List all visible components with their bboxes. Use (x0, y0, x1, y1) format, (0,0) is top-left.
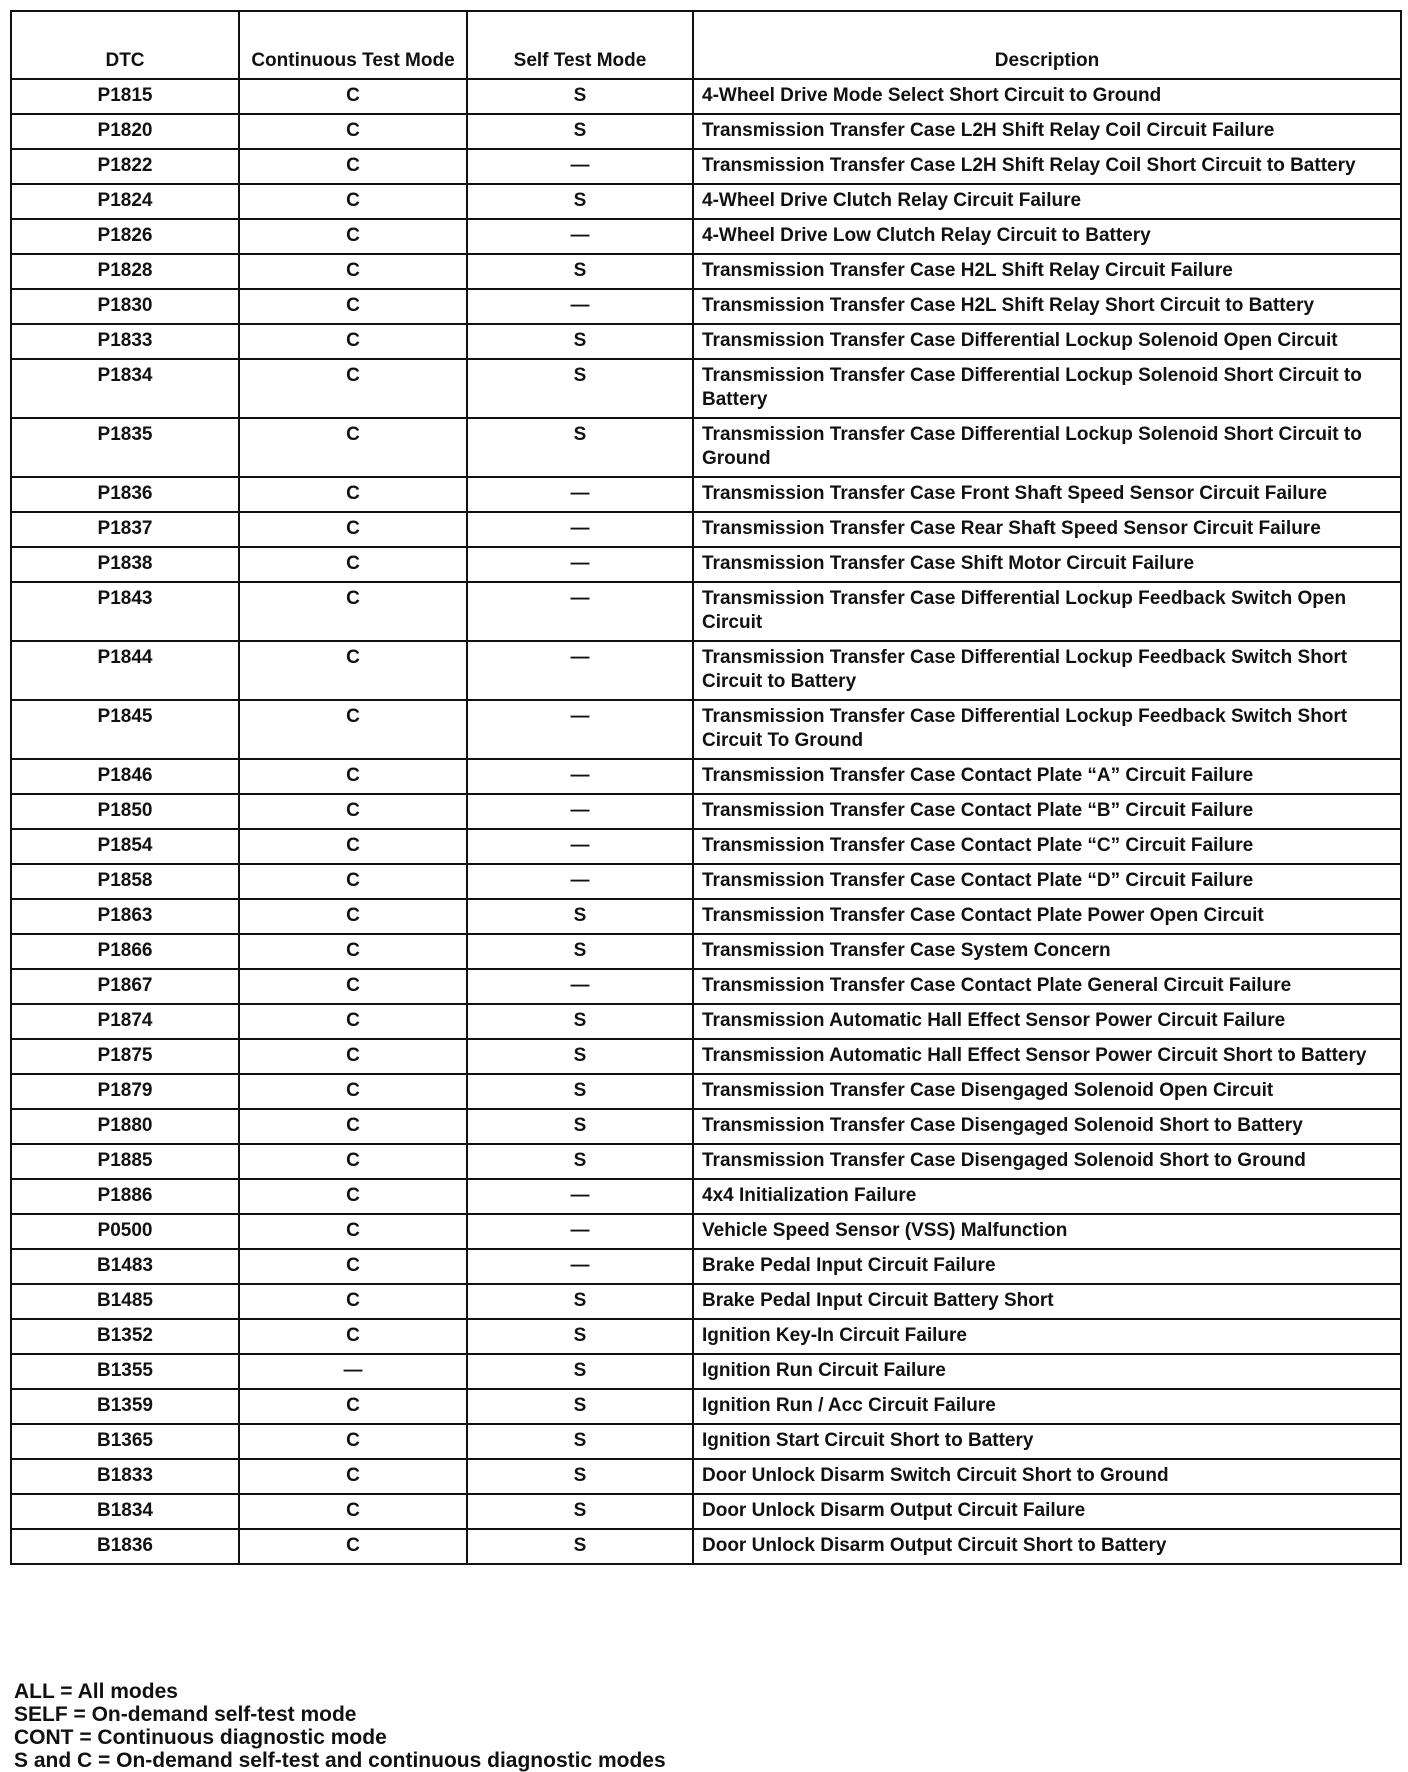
table-row (11, 1004, 1401, 1039)
header-description: Description (693, 11, 1401, 79)
cell-dtc: P1822 (11, 149, 239, 184)
cell-continuous-mode: C (239, 149, 467, 184)
table-row (11, 1424, 1401, 1459)
cell-self-test-mode: S (467, 1389, 693, 1424)
cell-description: Ignition Run Circuit Failure (693, 1354, 1401, 1389)
cell-continuous-mode: C (239, 547, 467, 582)
cell-description: Transmission Transfer Case L2H Shift Relay Coil Circuit Failure (693, 114, 1401, 149)
table-row (11, 934, 1401, 969)
cell-description: Transmission Transfer Case Rear Shaft Speed Sensor Circuit Failure (693, 512, 1401, 547)
cell-dtc: P1844 (11, 641, 239, 700)
cell-continuous-mode: C (239, 324, 467, 359)
cell-continuous-mode: — (239, 1354, 467, 1389)
cell-continuous-mode: C (239, 1249, 467, 1284)
cell-continuous-mode: C (239, 641, 467, 700)
cell-description: Transmission Transfer Case Disengaged Solenoid Open Circuit (693, 1074, 1401, 1109)
cell-self-test-mode: S (467, 1424, 693, 1459)
header-row (11, 11, 1401, 79)
cell-continuous-mode: C (239, 899, 467, 934)
cell-self-test-mode: S (467, 1039, 693, 1074)
cell-self-test-mode: — (467, 582, 693, 641)
cell-dtc: P1833 (11, 324, 239, 359)
cell-description: Transmission Transfer Case Contact Plate “A” Circuit Failure (693, 759, 1401, 794)
table-row (11, 1284, 1401, 1319)
table-row (11, 1459, 1401, 1494)
cell-dtc: P1845 (11, 700, 239, 759)
cell-description: Vehicle Speed Sensor (VSS) Malfunction (693, 1214, 1401, 1249)
cell-self-test-mode: — (467, 512, 693, 547)
table-row (11, 969, 1401, 1004)
cell-self-test-mode: — (467, 864, 693, 899)
cell-dtc: B1483 (11, 1249, 239, 1284)
legend-s-and-c: S and C = On-demand self-test and continuous diagnostic modes (14, 1749, 666, 1772)
cell-self-test-mode: S (467, 1004, 693, 1039)
table-row (11, 864, 1401, 899)
table-row (11, 547, 1401, 582)
cell-description: Transmission Transfer Case L2H Shift Relay Coil Short Circuit to Battery (693, 149, 1401, 184)
table-row (11, 289, 1401, 324)
cell-dtc: P1875 (11, 1039, 239, 1074)
cell-continuous-mode: C (239, 1494, 467, 1529)
cell-self-test-mode: S (467, 1459, 693, 1494)
legend-all: ALL = All modes (14, 1680, 178, 1703)
header-self-test-mode: Self Test Mode (467, 11, 693, 79)
cell-dtc: B1836 (11, 1529, 239, 1564)
cell-dtc: P1838 (11, 547, 239, 582)
cell-description: Transmission Transfer Case Differential Lockup Feedback Switch Short Circuit To Ground (693, 700, 1401, 759)
cell-dtc: P1854 (11, 829, 239, 864)
cell-dtc: B1365 (11, 1424, 239, 1459)
cell-description: Transmission Transfer Case Shift Motor Circuit Failure (693, 547, 1401, 582)
cell-description: Transmission Transfer Case H2L Shift Relay Circuit Failure (693, 254, 1401, 289)
cell-self-test-mode: — (467, 547, 693, 582)
cell-description: Transmission Transfer Case Differential Lockup Solenoid Open Circuit (693, 324, 1401, 359)
legend-cont: CONT = Continuous diagnostic mode (14, 1726, 387, 1749)
cell-self-test-mode: — (467, 794, 693, 829)
legend (14, 1680, 1394, 1772)
cell-self-test-mode: — (467, 477, 693, 512)
table-row (11, 114, 1401, 149)
cell-dtc: P1836 (11, 477, 239, 512)
cell-dtc: P1866 (11, 934, 239, 969)
cell-dtc: P1846 (11, 759, 239, 794)
cell-description: 4-Wheel Drive Mode Select Short Circuit to Ground (693, 79, 1401, 114)
cell-self-test-mode: S (467, 1529, 693, 1564)
table-row (11, 1354, 1401, 1389)
cell-self-test-mode: — (467, 969, 693, 1004)
cell-description: Transmission Transfer Case Disengaged Solenoid Short to Ground (693, 1144, 1401, 1179)
cell-dtc: B1359 (11, 1389, 239, 1424)
table-row (11, 418, 1401, 477)
table-row (11, 582, 1401, 641)
cell-dtc: P1879 (11, 1074, 239, 1109)
cell-description: Transmission Transfer Case Contact Plate “C” Circuit Failure (693, 829, 1401, 864)
table-row (11, 1179, 1401, 1214)
cell-description: Transmission Automatic Hall Effect Sensor Power Circuit Short to Battery (693, 1039, 1401, 1074)
cell-self-test-mode: S (467, 418, 693, 477)
table-row (11, 324, 1401, 359)
cell-description: Brake Pedal Input Circuit Battery Short (693, 1284, 1401, 1319)
cell-continuous-mode: C (239, 582, 467, 641)
cell-continuous-mode: C (239, 359, 467, 418)
cell-dtc: B1834 (11, 1494, 239, 1529)
table-row (11, 149, 1401, 184)
table-row (11, 759, 1401, 794)
cell-description: Transmission Transfer Case H2L Shift Relay Short Circuit to Battery (693, 289, 1401, 324)
table-row (11, 1074, 1401, 1109)
cell-continuous-mode: C (239, 1389, 467, 1424)
cell-self-test-mode: S (467, 79, 693, 114)
cell-dtc: P1826 (11, 219, 239, 254)
cell-description: Transmission Transfer Case System Concern (693, 934, 1401, 969)
cell-description: Transmission Transfer Case Contact Plate Power Open Circuit (693, 899, 1401, 934)
table-row (11, 1214, 1401, 1249)
cell-self-test-mode: S (467, 1319, 693, 1354)
table-row (11, 1319, 1401, 1354)
cell-self-test-mode: S (467, 184, 693, 219)
cell-description: Transmission Transfer Case Contact Plate “B” Circuit Failure (693, 794, 1401, 829)
cell-description: Transmission Transfer Case Differential Lockup Feedback Switch Short Circuit to Battery (693, 641, 1401, 700)
table-row (11, 1109, 1401, 1144)
cell-dtc: P1867 (11, 969, 239, 1004)
cell-description: Ignition Run / Acc Circuit Failure (693, 1389, 1401, 1424)
table-row (11, 477, 1401, 512)
cell-continuous-mode: C (239, 700, 467, 759)
cell-description: 4x4 Initialization Failure (693, 1179, 1401, 1214)
cell-dtc: P1820 (11, 114, 239, 149)
cell-dtc: B1355 (11, 1354, 239, 1389)
cell-continuous-mode: C (239, 1284, 467, 1319)
table-row (11, 700, 1401, 759)
table-row (11, 512, 1401, 547)
cell-description: Ignition Start Circuit Short to Battery (693, 1424, 1401, 1459)
cell-dtc: P1886 (11, 1179, 239, 1214)
cell-continuous-mode: C (239, 254, 467, 289)
cell-description: Transmission Transfer Case Contact Plate “D” Circuit Failure (693, 864, 1401, 899)
cell-dtc: P1858 (11, 864, 239, 899)
cell-dtc: P1885 (11, 1144, 239, 1179)
cell-self-test-mode: — (467, 219, 693, 254)
cell-continuous-mode: C (239, 1144, 467, 1179)
cell-continuous-mode: C (239, 1004, 467, 1039)
cell-dtc: P1863 (11, 899, 239, 934)
cell-continuous-mode: C (239, 864, 467, 899)
cell-continuous-mode: C (239, 184, 467, 219)
cell-self-test-mode: S (467, 1284, 693, 1319)
cell-dtc: B1352 (11, 1319, 239, 1354)
table-row (11, 1039, 1401, 1074)
cell-self-test-mode: S (467, 934, 693, 969)
cell-dtc: P1824 (11, 184, 239, 219)
cell-dtc: P1850 (11, 794, 239, 829)
cell-continuous-mode: C (239, 289, 467, 324)
cell-dtc: B1485 (11, 1284, 239, 1319)
cell-continuous-mode: C (239, 1459, 467, 1494)
cell-dtc: P1880 (11, 1109, 239, 1144)
cell-continuous-mode: C (239, 1529, 467, 1564)
cell-description: Door Unlock Disarm Output Circuit Failure (693, 1494, 1401, 1529)
cell-description: Transmission Transfer Case Disengaged Solenoid Short to Battery (693, 1109, 1401, 1144)
header-continuous-test-mode: Continuous Test Mode (239, 11, 467, 79)
cell-continuous-mode: C (239, 759, 467, 794)
cell-dtc: P1834 (11, 359, 239, 418)
cell-continuous-mode: C (239, 477, 467, 512)
cell-continuous-mode: C (239, 418, 467, 477)
cell-self-test-mode: — (467, 289, 693, 324)
cell-self-test-mode: S (467, 324, 693, 359)
table-row (11, 1144, 1401, 1179)
table-row (11, 219, 1401, 254)
cell-dtc: P1830 (11, 289, 239, 324)
cell-self-test-mode: — (467, 700, 693, 759)
cell-description: Ignition Key-In Circuit Failure (693, 1319, 1401, 1354)
cell-description: 4-Wheel Drive Clutch Relay Circuit Failure (693, 184, 1401, 219)
cell-continuous-mode: C (239, 1039, 467, 1074)
cell-self-test-mode: — (467, 1214, 693, 1249)
cell-description: Transmission Transfer Case Differential Lockup Solenoid Short Circuit to Ground (693, 418, 1401, 477)
cell-self-test-mode: S (467, 899, 693, 934)
cell-continuous-mode: C (239, 1074, 467, 1109)
table-row (11, 1389, 1401, 1424)
table-row (11, 1249, 1401, 1284)
table-row (11, 184, 1401, 219)
table-row (11, 794, 1401, 829)
cell-self-test-mode: — (467, 759, 693, 794)
cell-self-test-mode: — (467, 1179, 693, 1214)
cell-description: Transmission Transfer Case Differential Lockup Solenoid Short Circuit to Battery (693, 359, 1401, 418)
cell-continuous-mode: C (239, 219, 467, 254)
cell-dtc: P1815 (11, 79, 239, 114)
cell-self-test-mode: S (467, 1144, 693, 1179)
cell-description: Transmission Transfer Case Differential Lockup Feedback Switch Open Circuit (693, 582, 1401, 641)
cell-continuous-mode: C (239, 512, 467, 547)
cell-continuous-mode: C (239, 1214, 467, 1249)
cell-self-test-mode: S (467, 1354, 693, 1389)
table-row (11, 254, 1401, 289)
cell-description: Transmission Automatic Hall Effect Sensor Power Circuit Failure (693, 1004, 1401, 1039)
table-row (11, 899, 1401, 934)
cell-description: Brake Pedal Input Circuit Failure (693, 1249, 1401, 1284)
legend-self: SELF = On-demand self-test mode (14, 1703, 357, 1726)
cell-self-test-mode: S (467, 1494, 693, 1529)
cell-dtc: P1843 (11, 582, 239, 641)
cell-continuous-mode: C (239, 934, 467, 969)
dtc-table (10, 10, 1402, 1565)
cell-self-test-mode: — (467, 641, 693, 700)
cell-dtc: P0500 (11, 1214, 239, 1249)
cell-dtc: P1828 (11, 254, 239, 289)
cell-self-test-mode: S (467, 359, 693, 418)
cell-description: Transmission Transfer Case Contact Plate General Circuit Failure (693, 969, 1401, 1004)
cell-self-test-mode: — (467, 829, 693, 864)
cell-description: Transmission Transfer Case Front Shaft Speed Sensor Circuit Failure (693, 477, 1401, 512)
cell-dtc: P1874 (11, 1004, 239, 1039)
cell-continuous-mode: C (239, 1179, 467, 1214)
cell-description: 4-Wheel Drive Low Clutch Relay Circuit to Battery (693, 219, 1401, 254)
table-row (11, 641, 1401, 700)
cell-continuous-mode: C (239, 829, 467, 864)
cell-continuous-mode: C (239, 969, 467, 1004)
table-row (11, 1494, 1401, 1529)
cell-continuous-mode: C (239, 794, 467, 829)
cell-description: Door Unlock Disarm Output Circuit Short to Battery (693, 1529, 1401, 1564)
cell-description: Door Unlock Disarm Switch Circuit Short to Ground (693, 1459, 1401, 1494)
cell-continuous-mode: C (239, 1319, 467, 1354)
cell-dtc: P1837 (11, 512, 239, 547)
table-row (11, 359, 1401, 418)
cell-self-test-mode: S (467, 1074, 693, 1109)
cell-dtc: P1835 (11, 418, 239, 477)
table-row (11, 79, 1401, 114)
cell-continuous-mode: C (239, 1109, 467, 1144)
cell-self-test-mode: S (467, 1109, 693, 1144)
cell-continuous-mode: C (239, 79, 467, 114)
table-row (11, 1529, 1401, 1564)
cell-continuous-mode: C (239, 114, 467, 149)
table-header (11, 11, 1401, 79)
cell-self-test-mode: — (467, 149, 693, 184)
header-dtc: DTC (11, 11, 239, 79)
cell-self-test-mode: S (467, 114, 693, 149)
cell-self-test-mode: S (467, 254, 693, 289)
cell-self-test-mode: — (467, 1249, 693, 1284)
cell-continuous-mode: C (239, 1424, 467, 1459)
table-row (11, 829, 1401, 864)
cell-dtc: B1833 (11, 1459, 239, 1494)
table-body (11, 79, 1401, 1564)
